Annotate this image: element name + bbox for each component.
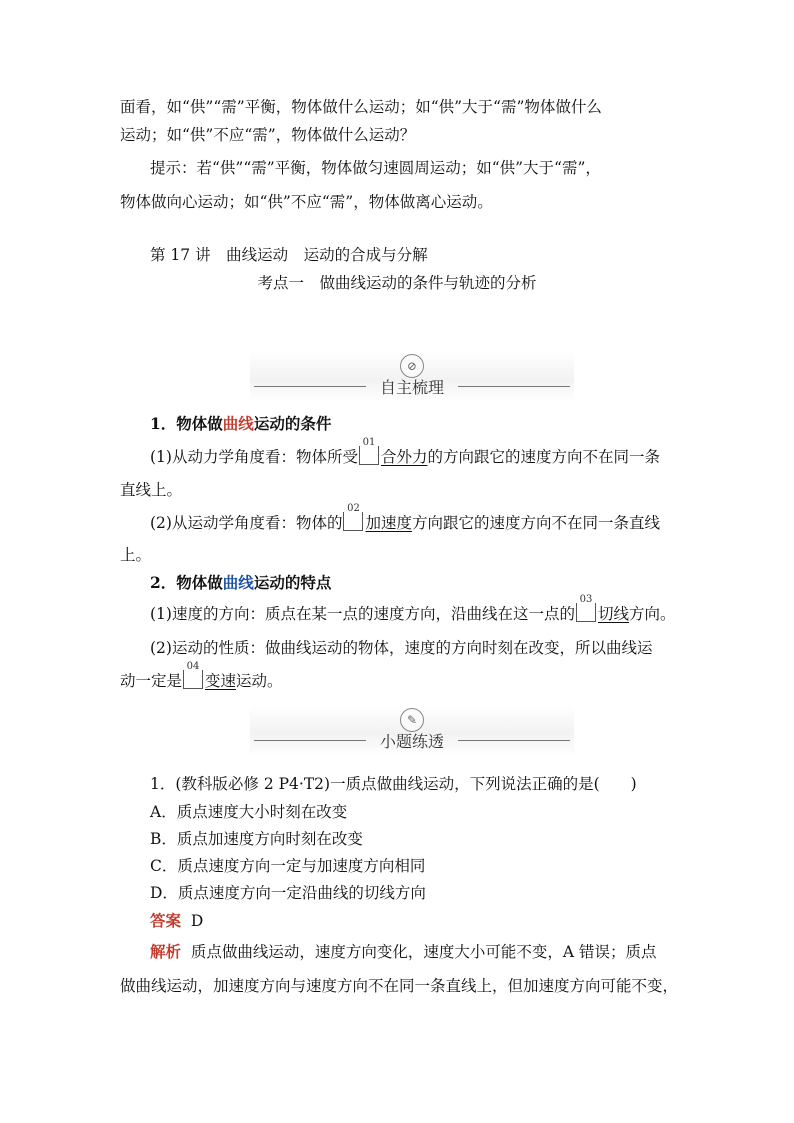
blank-number: 03 [576,603,596,622]
analysis-line-1: 解析 质点做曲线运动，速度方向变化，速度大小可能不变，A 错误；质点 [150,942,657,961]
option-b: B．质点加速度方向时刻在改变 [150,830,363,848]
analysis-label: 解析 [150,942,182,961]
section-title: 自主梳理 [379,378,444,397]
fill-answer: 加速度 [365,514,412,532]
banner-rule-right [458,740,570,741]
topic-title: 考点一 做曲线运动的条件与轨迹的分析 [257,274,537,292]
hint-line-2: 物体做向心运动；如“供”不应“需”，物体做离心运动。 [120,193,493,211]
lecture-title: 第 17 讲 曲线运动 运动的合成与分解 [150,246,428,264]
answer-line [150,910,680,932]
intro-line-2: 运动；如“供”不应“需”，物体做什么运动？ [120,126,416,144]
intro-line-1: 面看，如“供”“需”平衡，物体做什么运动；如“供”大于“需”物体做什么 [120,98,602,116]
leaf-icon: ⊘ [400,354,424,378]
blank-number: 04 [183,670,203,689]
hint-line-1: 提示：若“供”“需”平衡，物体做匀速圆周运动；如“供”大于“需”， [150,159,601,177]
answer-label: 答案 [150,911,182,930]
question-stem: 1．(教科版必修 2 P4·T2)一质点做曲线运动，下列说法正确的是( ) [150,775,637,793]
analysis-line-2: 做曲线运动，加速度方向与速度方向不在同一条直线上，但加速度方向可能不变， [120,977,679,995]
item1-p1-cont: 直线上。 [120,481,183,499]
item1-p1: (1)从动力学角度看：物体所受 01 合外力的方向跟它的速度方向不在同一条 [150,437,660,466]
item2-p2-cont: 动一定是 04 变速运动。 [120,661,283,690]
item1-p2-cont: 上。 [120,546,152,564]
fill-answer: 切线 [597,605,629,623]
item2-p2: (2)运动的性质：做曲线运动的物体，速度的方向时刻在改变，所以曲线运 [150,639,653,657]
blank-number: 01 [359,446,379,465]
fill-answer: 变速 [205,672,237,690]
option-a: A．质点速度大小时刻在改变 [150,803,348,821]
section-banner-self-study [250,352,574,402]
fill-answer: 合外力 [380,448,428,466]
section-title: 小题练透 [379,732,444,751]
pen-icon: ✎ [400,708,424,732]
item2-p1: (1)速度的方向：质点在某一点的速度方向，沿曲线在这一点的 03 切线方向。 [150,594,676,623]
answer-value: D [190,912,204,930]
option-d: D．质点速度方向一定沿曲线的切线方向 [150,884,426,902]
item1-p2: (2)从运动学角度看：物体的 02 加速度方向跟它的速度方向不在同一条直线 [150,503,660,532]
item1-heading: 1．物体做曲线运动的条件 [150,414,332,433]
blank-number: 02 [343,512,363,531]
item2-heading: 2．物体做曲线运动的特点 [150,573,332,592]
section-banner-practice [250,706,574,756]
option-c: C．质点速度方向一定与加速度方向相同 [150,857,426,875]
banner-rule-right [458,386,570,387]
